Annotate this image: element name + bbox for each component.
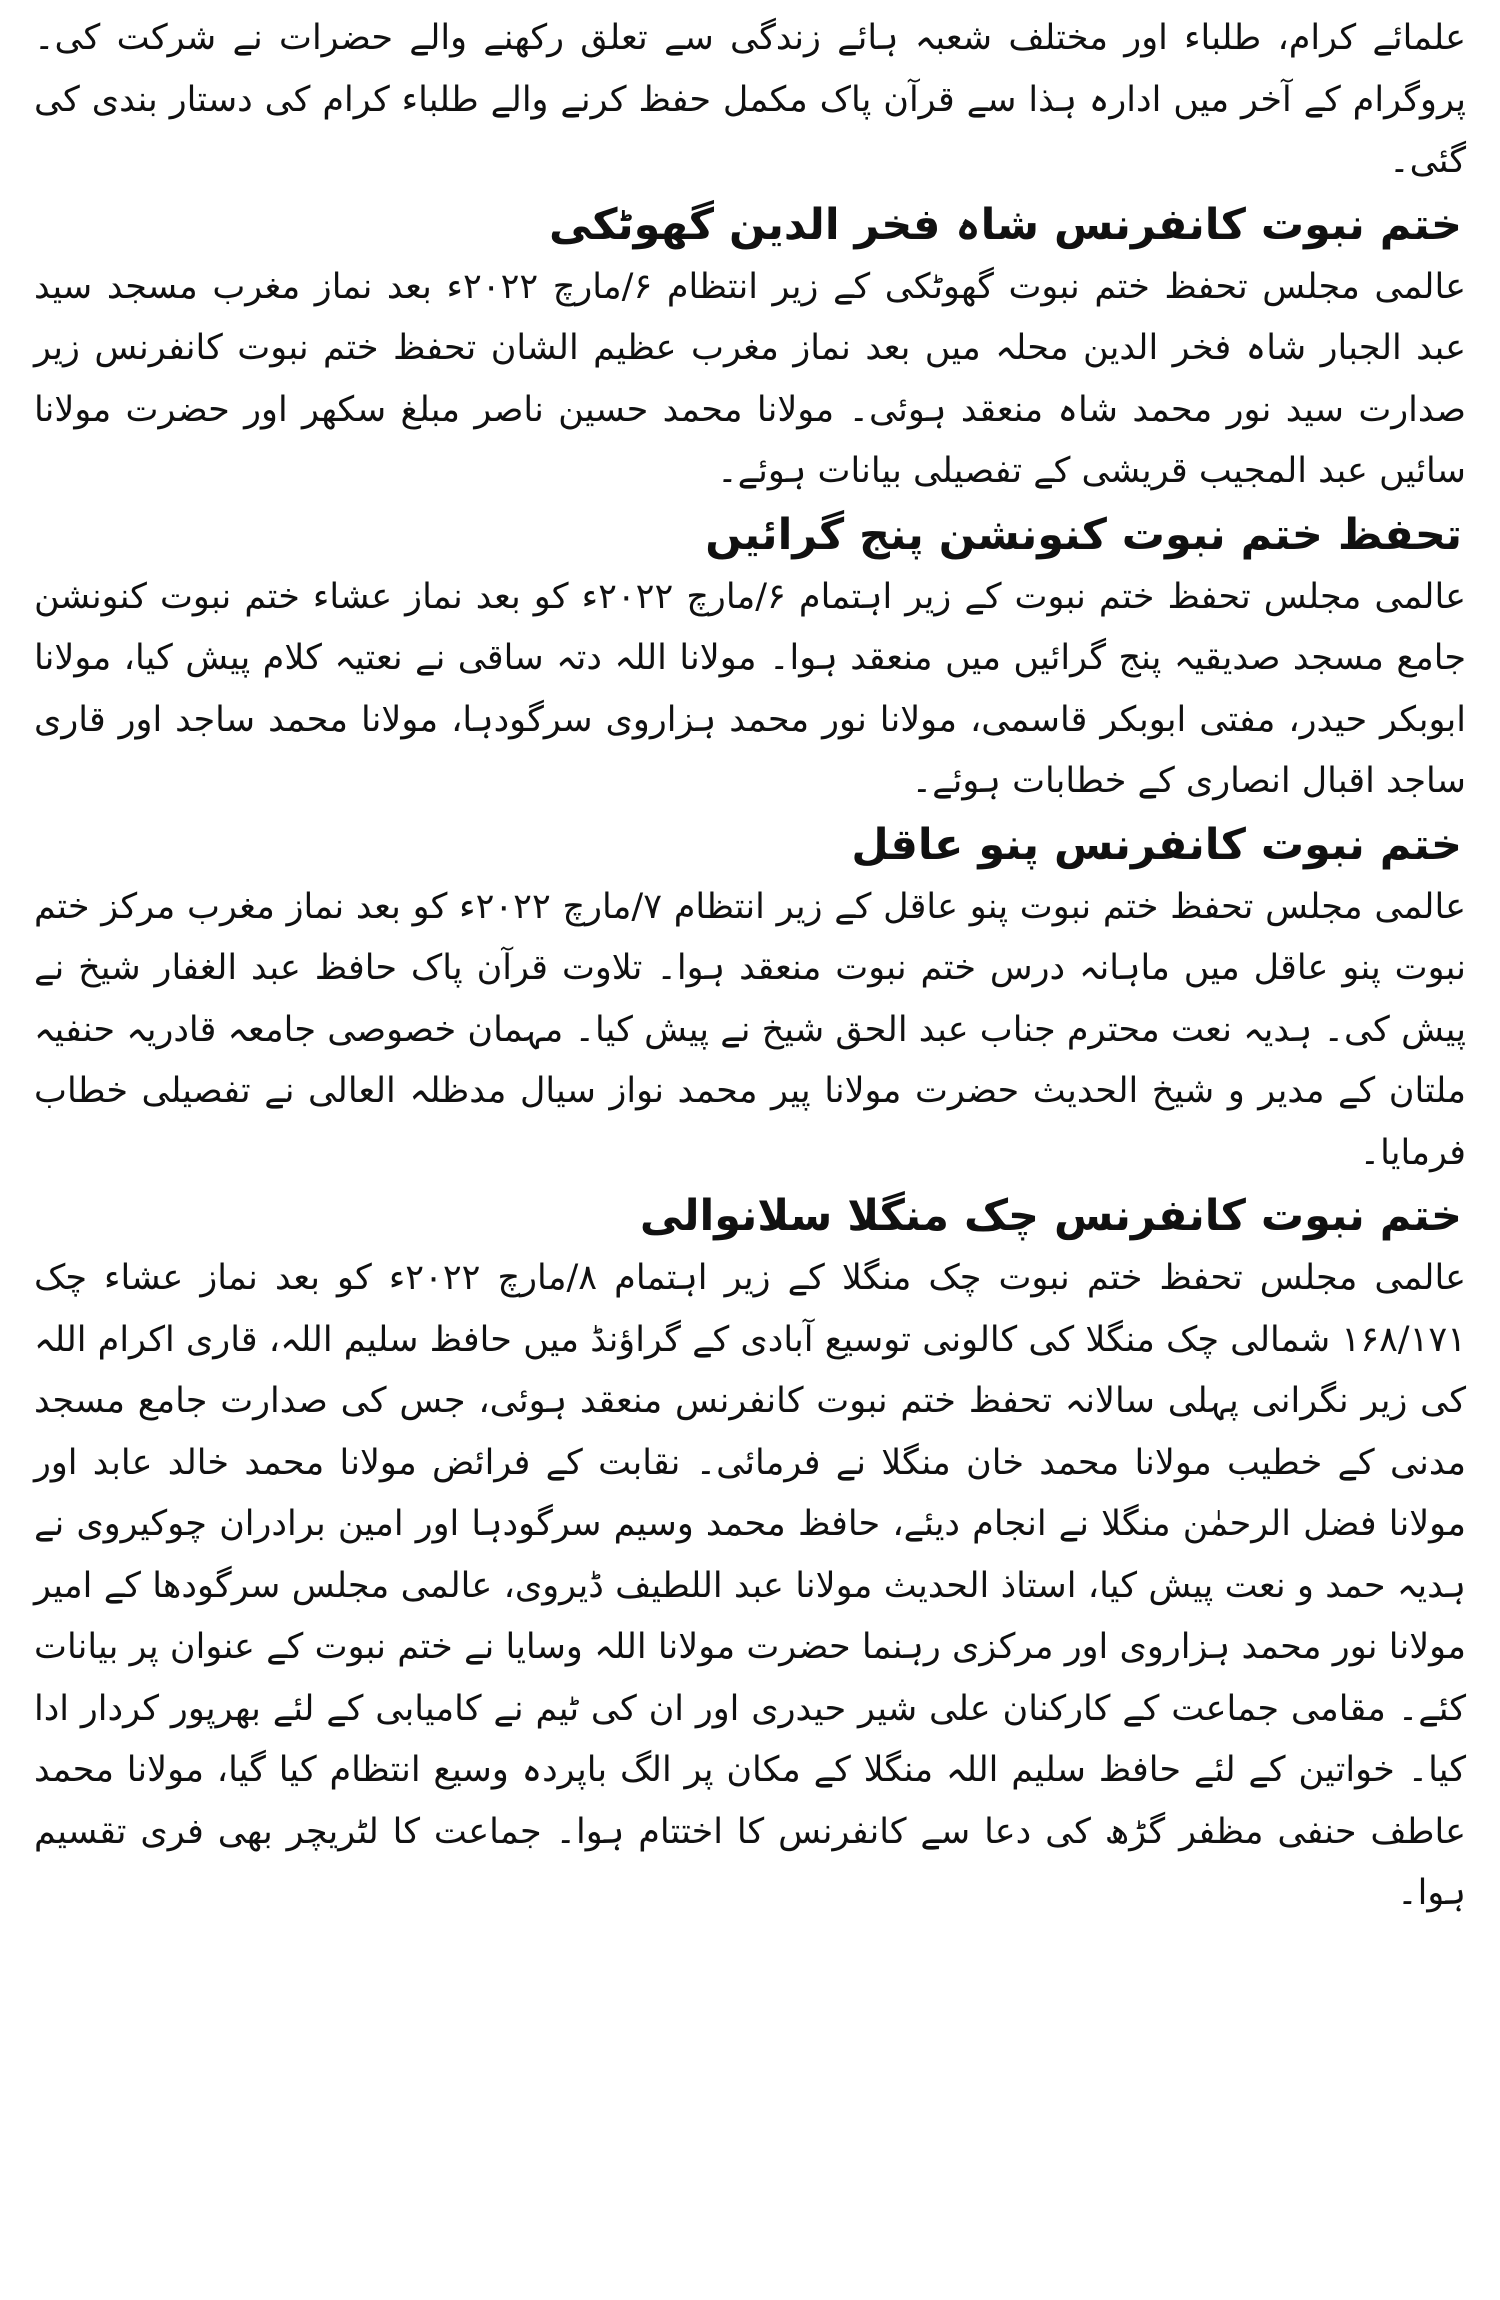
section-body-panj-grain: عالمی مجلس تحفظ ختم نبوت کے زیر اہتمام ۶/مارچ ۲۰۲۲ء کو بعد نماز عشاء ختم نبوت کنونشن جامع مسجد صدیقیہ پنج گرائیں میں منعقد ہوا۔ مولانا اللہ دتہ ساقی نے نعتیہ کلام پیش کیا، مولانا ابوبکر حیدر، مفتی ابوبکر قاسمی، مولانا نور محمد ہزاروی سرگودہا، مولانا محمد ساجد اور قاری ساجد اقبال انصاری کے خطابات ہوئے۔	[34, 576, 1466, 801]
section-heading-panj-grain: تحفظ ختم نبوت کنونشن پنج گرائیں	[705, 509, 1462, 560]
section-body-pano-aqil: عالمی مجلس تحفظ ختم نبوت پنو عاقل کے زیر انتظام ۷/مارچ ۲۰۲۲ء کو بعد نماز مغرب مرکز ختم نبوت پنو عاقل میں ماہانہ درس ختم نبوت منعقد ہوا۔ تلاوت قرآن پاک حافظ عبد الغفار شیخ نے پیش کی۔ ہدیہ نعت محترم جناب عبد الحق شیخ نے پیش کیا۔ مہمان خصوصی جامعہ قادریہ حنفیہ ملتان کے مدیر و شیخ الحدیث حضرت مولانا پیر محمد نواز سیال مدظلہ العالی نے تفصیلی خطاب فرمایا۔	[34, 886, 1466, 1173]
section-heading-ghotki: ختم نبوت کانفرنس شاہ فخر الدین گھوٹکی	[549, 199, 1462, 250]
section-heading-pano-aqil: ختم نبوت کانفرنس پنو عاقل	[851, 819, 1462, 870]
section-body-ghotki: عالمی مجلس تحفظ ختم نبوت گھوٹکی کے زیر انتظام ۶/مارچ ۲۰۲۲ء بعد نماز مغرب مسجد سید عبد الجبار شاہ فخر الدین محلہ میں بعد نماز مغرب عظیم الشان تحفظ ختم نبوت کانفرنس زیر صدارت سید نور محمد شاہ منعقد ہوئی۔ مولانا محمد حسین ناصر مبلغ سکھر اور حضرت مولانا سائیں عبد المجیب قریشی کے تفصیلی بیانات ہوئے۔	[34, 266, 1467, 491]
intro-paragraph: علمائے کرام، طلباء اور مختلف شعبہ ہائے زندگی سے تعلق رکھنے والے حضرات نے شرکت کی۔ پروگرام کے آخر میں ادارہ ہذا سے قرآن پاک مکمل حفظ کرنے والے طلباء کرام کی دستار بندی کی گئی۔	[34, 18, 1466, 181]
section-heading-chak-mangla: ختم نبوت کانفرنس چک منگلا سلانوالی	[639, 1191, 1462, 1241]
section-body-chak-mangla: عالمی مجلس تحفظ ختم نبوت چک منگلا کے زیر اہتمام ۸/مارچ ۲۰۲۲ء کو بعد نماز عشاء چک ۱۶۸/۱۷۱ شمالی چک منگلا کی کالونی توسیع آبادی کے گراؤنڈ میں حافظ سلیم اللہ، قاری اکرام اللہ کی زیر نگرانی پہلی سالانہ تحفظ ختم نبوت کانفرنس منعقد ہوئی، جس کی صدارت جامع مسجد مدنی کے خطیب مولانا محمد خان منگلا نے فرمائی۔ نقابت کے فرائض مولانا محمد خالد عابد اور مولانا فضل الرحمٰن منگلا نے انجام دیئے، حافظ محمد وسیم سرگودہا اور امین برادران چوکیروی نے ہدیہ حمد و نعت پیش کیا، استاذ الحدیث مولانا عبد اللطیف ڈیروی، عالمی مجلس سرگودھا کے امیر مولانا نور محمد ہزاروی اور مرکزی رہنما حضرت مولانا اللہ وسایا نے ختم نبوت کے عنوان پر بیانات کئے۔ مقامی جماعت کے کارکنان علی شیر حیدری اور ان کی ٹیم نے کامیابی کے لئے بھرپور کردار ادا کیا۔ خواتین کے لئے حافظ سلیم اللہ منگلا کے مکان پر الگ باپردہ وسیع انتظام کیا گیا، مولانا محمد عاطف حنفی مظفر گڑھ کی دعا سے کانفرنس کا اختتام ہوا۔ جماعت کا لٹریچر بھی فری تقسیم ہوا۔	[34, 1258, 1466, 1913]
